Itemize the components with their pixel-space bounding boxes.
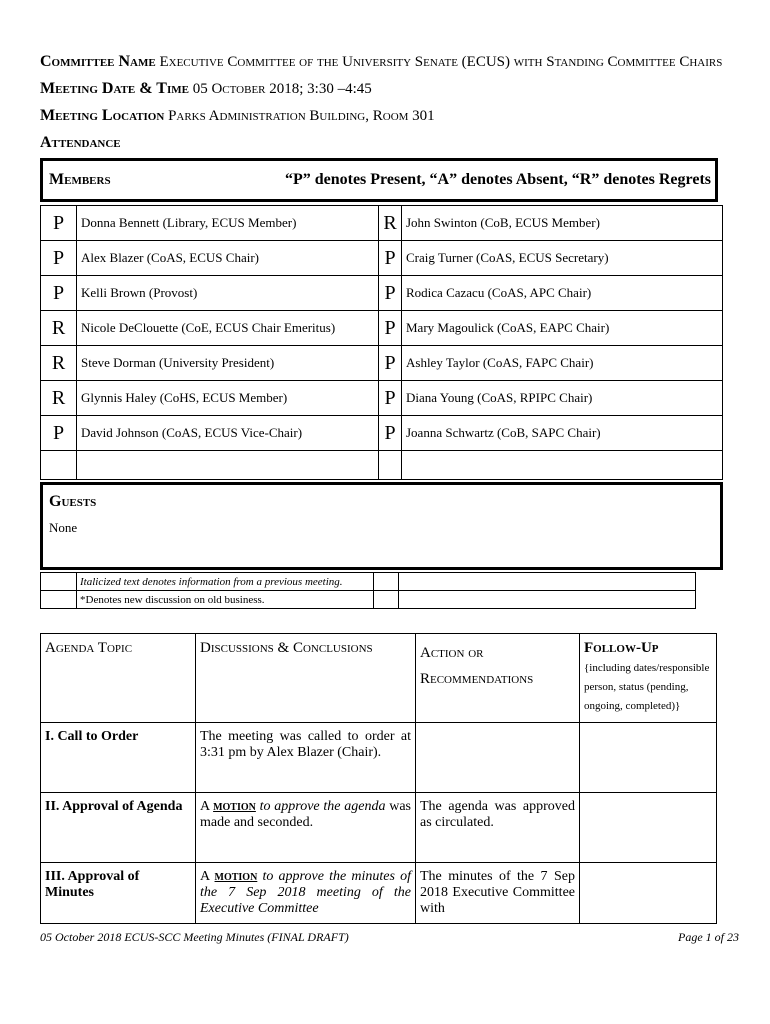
status-cell: R <box>379 206 402 241</box>
empty-cell <box>77 451 379 480</box>
attendance-heading <box>40 134 121 152</box>
agenda-topic: II. Approval of Agenda <box>41 793 196 863</box>
member-name: Craig Turner (CoAS, ECUS Secretary) <box>402 241 723 276</box>
table-row <box>41 381 723 416</box>
agenda-discussion <box>196 793 416 863</box>
table-row <box>41 346 723 381</box>
members-header <box>40 158 718 202</box>
empty-cell <box>399 591 696 609</box>
member-name: Donna Bennett (Library, ECUS Member) <box>77 206 379 241</box>
agenda-header-row <box>41 634 717 723</box>
members-label: Members <box>49 171 111 188</box>
table-row-empty <box>41 451 723 480</box>
status-cell: P <box>41 276 77 311</box>
status-cell: P <box>41 416 77 451</box>
empty-cell <box>41 573 77 591</box>
agenda-action <box>416 723 580 793</box>
member-name: Glynnis Haley (CoHS, ECUS Member) <box>77 381 379 416</box>
attendance-label: Attendance <box>40 134 121 151</box>
status-cell: P <box>379 311 402 346</box>
status-cell: R <box>41 381 77 416</box>
action-header-label: Action or Recommendations <box>420 645 534 687</box>
agenda-topic: I. Call to Order <box>41 723 196 793</box>
empty-cell <box>379 451 402 480</box>
agenda-followup <box>580 793 717 863</box>
status-cell: P <box>379 276 402 311</box>
page-number: Page 1 of 23 <box>678 930 739 944</box>
agenda-action: The minutes of the 7 Sep 2018 Executive Committee with <box>416 863 580 924</box>
table-row <box>41 311 723 346</box>
member-name: Rodica Cazacu (CoAS, APC Chair) <box>402 276 723 311</box>
guests-value: None <box>49 520 78 535</box>
member-name: Kelli Brown (Provost) <box>77 276 379 311</box>
agenda-topic: III. Approval of Minutes <box>41 863 196 924</box>
member-name: Mary Magoulick (CoAS, EAPC Chair) <box>402 311 723 346</box>
table-row <box>41 276 723 311</box>
meeting-date-label: Meeting Date & Time <box>40 80 189 97</box>
meeting-location-line <box>40 107 435 125</box>
agenda-row <box>41 723 717 793</box>
guests-section <box>40 482 723 570</box>
agenda-topic-header <box>41 634 196 723</box>
empty-cell <box>374 573 399 591</box>
empty-cell <box>41 591 77 609</box>
member-name: David Johnson (CoAS, ECUS Vice-Chair) <box>77 416 379 451</box>
meeting-date-value: 05 October 2018; 3:30 –4:45 <box>192 81 372 97</box>
status-cell: R <box>41 346 77 381</box>
meeting-location-value: Parks Administration Building, Room 301 <box>168 108 435 124</box>
status-cell: P <box>41 241 77 276</box>
attendance-legend: “P” denotes Present, “A” denotes Absent, “R” denotes Regrets <box>284 171 711 188</box>
motion-label: motion <box>213 799 256 814</box>
table-row <box>41 591 696 609</box>
agenda-followup <box>580 723 717 793</box>
discussion-prefix: A <box>200 869 215 884</box>
empty-cell <box>374 591 399 609</box>
status-cell: R <box>41 311 77 346</box>
empty-cell <box>399 573 696 591</box>
committee-name-value: Executive Committee of the University Senate (ECUS) with Standing Committee Chairs <box>159 54 723 70</box>
motion-text: to approve the agenda <box>255 799 386 814</box>
italic-note: Italicized text denotes information from a previous meeting. <box>77 573 374 591</box>
followup-header-label: Follow-Up <box>584 640 659 656</box>
discussion-header <box>196 634 416 723</box>
committee-name-label: Committee Name <box>40 53 156 70</box>
followup-header-subtitle: {including dates/responsible person, status (pending, ongoing, completed)} <box>584 662 710 712</box>
empty-cell <box>41 451 77 480</box>
discussion-rest: was made and seconded. <box>200 799 411 830</box>
member-name: Diana Young (CoAS, RPIPC Chair) <box>402 381 723 416</box>
motion-label: motion <box>214 869 258 884</box>
agenda-action: The agenda was approved as circulated. <box>416 793 580 863</box>
table-row <box>41 416 723 451</box>
footer-title: 05 October 2018 ECUS-SCC Meeting Minutes (FINAL DRAFT) <box>40 930 349 944</box>
followup-header <box>580 634 717 723</box>
agenda-row <box>41 863 717 924</box>
member-name: Alex Blazer (CoAS, ECUS Chair) <box>77 241 379 276</box>
notes-table <box>40 572 696 609</box>
asterisk-note: *Denotes new discussion on old business. <box>77 591 374 609</box>
meeting-date-line <box>40 80 372 98</box>
motion-text: to approve the minutes of the 7 Sep 2018 meeting of the Executive Committee <box>200 869 412 916</box>
status-cell: P <box>379 381 402 416</box>
table-row <box>41 241 723 276</box>
discussion-header-label: Discussions & Conclusions <box>200 640 373 656</box>
status-cell: P <box>379 416 402 451</box>
action-header <box>416 634 580 723</box>
committee-name-line <box>40 53 722 71</box>
agenda-discussion: The meeting was called to order at 3:31 pm by Alex Blazer (Chair). <box>196 723 416 793</box>
status-cell: P <box>41 206 77 241</box>
agenda-table <box>40 633 717 924</box>
member-name: John Swinton (CoB, ECUS Member) <box>402 206 723 241</box>
attendance-table <box>40 205 723 480</box>
table-row <box>41 573 696 591</box>
empty-cell <box>402 451 723 480</box>
member-name: Nicole DeClouette (CoE, ECUS Chair Emeritus) <box>77 311 379 346</box>
member-name: Ashley Taylor (CoAS, FAPC Chair) <box>402 346 723 381</box>
status-cell: P <box>379 241 402 276</box>
meeting-location-label: Meeting Location <box>40 107 165 124</box>
discussion-prefix: A <box>200 799 214 814</box>
table-row <box>41 206 723 241</box>
member-name: Steve Dorman (University President) <box>77 346 379 381</box>
agenda-row <box>41 793 717 863</box>
status-cell: P <box>379 346 402 381</box>
member-name: Joanna Schwartz (CoB, SAPC Chair) <box>402 416 723 451</box>
agenda-topic-header-label: Agenda Topic <box>45 640 133 656</box>
guests-label: Guests <box>49 493 97 510</box>
agenda-followup <box>580 863 717 924</box>
agenda-discussion <box>196 863 416 924</box>
